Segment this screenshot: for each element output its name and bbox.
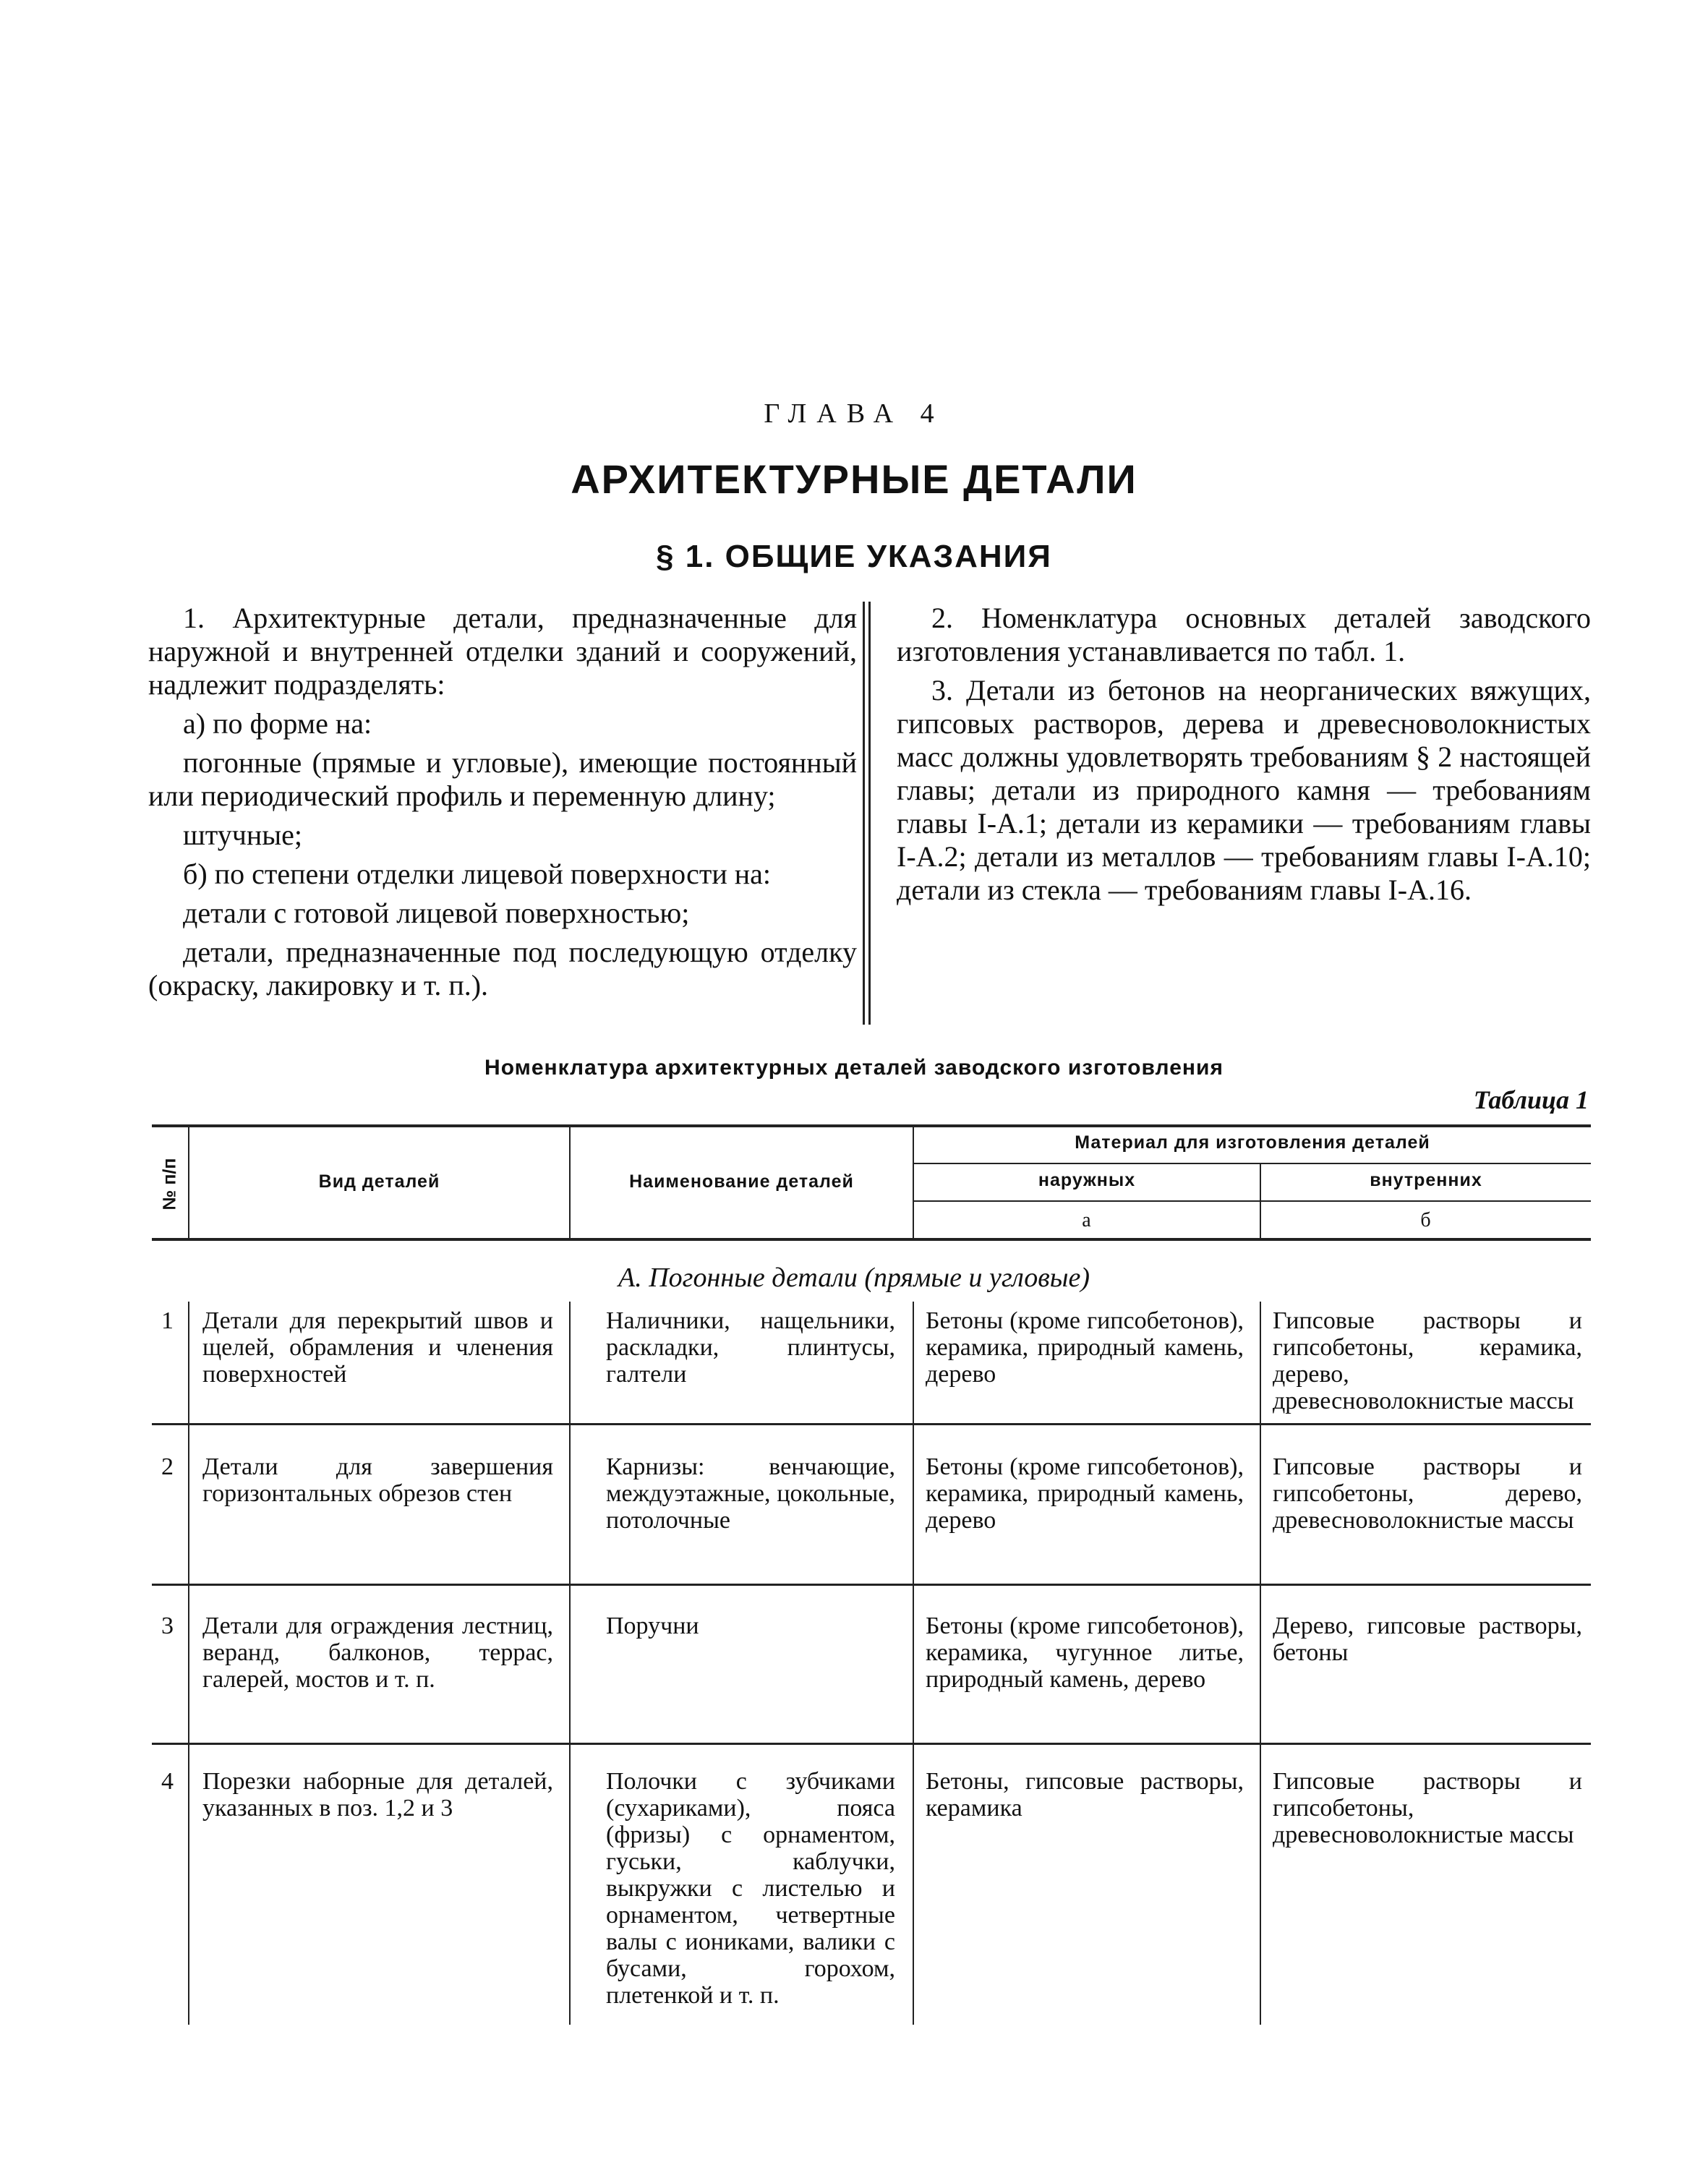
header-outer-letter: а — [1082, 1209, 1092, 1231]
column-line — [569, 1302, 571, 2025]
paragraph: детали, предназначенные под последующую отделку (окраску, лакировку и т. п.). — [148, 936, 857, 1002]
column-line — [188, 1302, 189, 2025]
paragraph: 1. Архитектурные детали, предназначенные для наружной и внутренней отделки зданий и сооружений, надлежит подразделять: — [148, 602, 857, 701]
cell-type: Детали для перекрытий швов и щелей, обрамления и членения поверхностей — [202, 1307, 553, 1388]
table-group-title: А. Погонные детали (прямые и угловые) — [618, 1263, 1090, 1293]
row-separator — [152, 1423, 1591, 1425]
cell-type: Детали для ограждения лестниц, веранд, балконов, террас, галерей, мостов и т. п. — [202, 1613, 553, 1693]
header-divider — [913, 1200, 1591, 1202]
header-type: Вид деталей — [318, 1171, 440, 1192]
row-number: 2 — [161, 1453, 174, 1480]
column-divider — [868, 602, 871, 1025]
column-line — [1260, 1302, 1261, 2025]
cell-inner: Гипсовые растворы и гипсобетоны, древесноволокнистые массы — [1273, 1768, 1582, 1848]
table-caption: Номенклатура архитектурных деталей заводского изготовления — [484, 1056, 1224, 1080]
row-number: 3 — [161, 1613, 174, 1639]
header-divider — [913, 1163, 1591, 1164]
header-no-label: № п/п — [159, 1158, 180, 1210]
row-number: 1 — [161, 1307, 174, 1334]
cell-type: Порезки наборные для деталей, указанных в поз. 1,2 и 3 — [202, 1768, 553, 1822]
table-top-rule — [152, 1124, 1591, 1127]
cell-inner: Гипсовые растворы и гипсобетоны, дерево, древесноволокнистые массы — [1273, 1453, 1582, 1534]
row-number: 4 — [161, 1768, 174, 1795]
paragraph: а) по форме на: — [183, 707, 372, 740]
cell-name: Полочки с зубчиками (сухариками), пояса (фризы) с орнаментом, гуськи, каблучки, выкружки с листелью и орнаментом, четвертные валы с иониками, валики с бусами, горохом, плетенкой и т. п. — [606, 1768, 895, 2009]
column-line — [913, 1302, 914, 2025]
cell-outer: Бетоны (кроме гипсобетонов), керамика, чугунное литье, природный камень, дерево — [926, 1613, 1244, 1693]
column-divider — [863, 602, 865, 1025]
header-no — [152, 1129, 188, 1238]
cell-name: Карнизы: венчающие, междуэтажные, цокольные, потолочные — [606, 1453, 895, 1534]
cell-outer: Бетоны (кроме гипсобетонов), керамика, природный камень, дерево — [926, 1307, 1244, 1388]
header-outer: наружных — [1038, 1170, 1136, 1190]
header-inner-letter: б — [1420, 1209, 1432, 1231]
row-separator — [152, 1584, 1591, 1586]
page-title: АРХИТЕКТУРНЫЕ ДЕТАЛИ — [571, 456, 1137, 502]
cell-inner: Гипсовые растворы и гипсобетоны, керамика, дерево, древесноволокнистые массы — [1273, 1307, 1582, 1414]
table-number: Таблица 1 — [1473, 1085, 1589, 1114]
cell-outer: Бетоны, гипсовые растворы, керамика — [926, 1768, 1244, 1822]
row-separator — [152, 1743, 1591, 1745]
header-name: Наименование деталей — [629, 1171, 854, 1192]
paragraph: штучные; — [183, 819, 303, 851]
paragraph: погонные (прямые и угловые), имеющие постоянный или периодический профиль и переменную длину; — [148, 746, 857, 812]
chapter-heading: ГЛАВА 4 — [764, 398, 944, 429]
section-heading: § 1. ОБЩИЕ УКАЗАНИЯ — [656, 539, 1052, 574]
paragraph: детали с готовой лицевой поверхностью; — [183, 897, 690, 929]
header-material: Материал для изготовления деталей — [1075, 1132, 1430, 1153]
cell-name: Наличники, нащельники, раскладки, плинтусы, галтели — [606, 1307, 895, 1388]
cell-type: Детали для завершения горизонтальных обрезов стен — [202, 1453, 553, 1507]
paragraph: б) по степени отделки лицевой поверхности на: — [183, 858, 772, 890]
paragraph: 2. Номенклатура основных деталей заводского изготовления устанавливается по табл. 1. — [897, 602, 1591, 667]
cell-outer: Бетоны (кроме гипсобетонов), керамика, природный камень, дерево — [926, 1453, 1244, 1534]
cell-inner: Дерево, гипсовые растворы, бетоны — [1273, 1613, 1582, 1666]
left-text-column — [148, 602, 857, 1008]
header-inner: внутренних — [1370, 1170, 1482, 1190]
paragraph: 3. Детали из бетонов на неорганических вяжущих, гипсовых растворов, дерева и древесноволокнистых масс должны удовлетворять требованиям § 2 настоящей главы; детали из природного камня — требованиям главы I-А.1; детали из керамики — требованиям главы I-А.2; детали из металлов — требованиям главы I-А.10; детали из стекла — требованиям главы I-А.16. — [897, 674, 1591, 906]
right-text-column — [897, 602, 1591, 913]
cell-name: Поручни — [606, 1613, 699, 1639]
table-header-bottom-rule — [152, 1238, 1591, 1241]
